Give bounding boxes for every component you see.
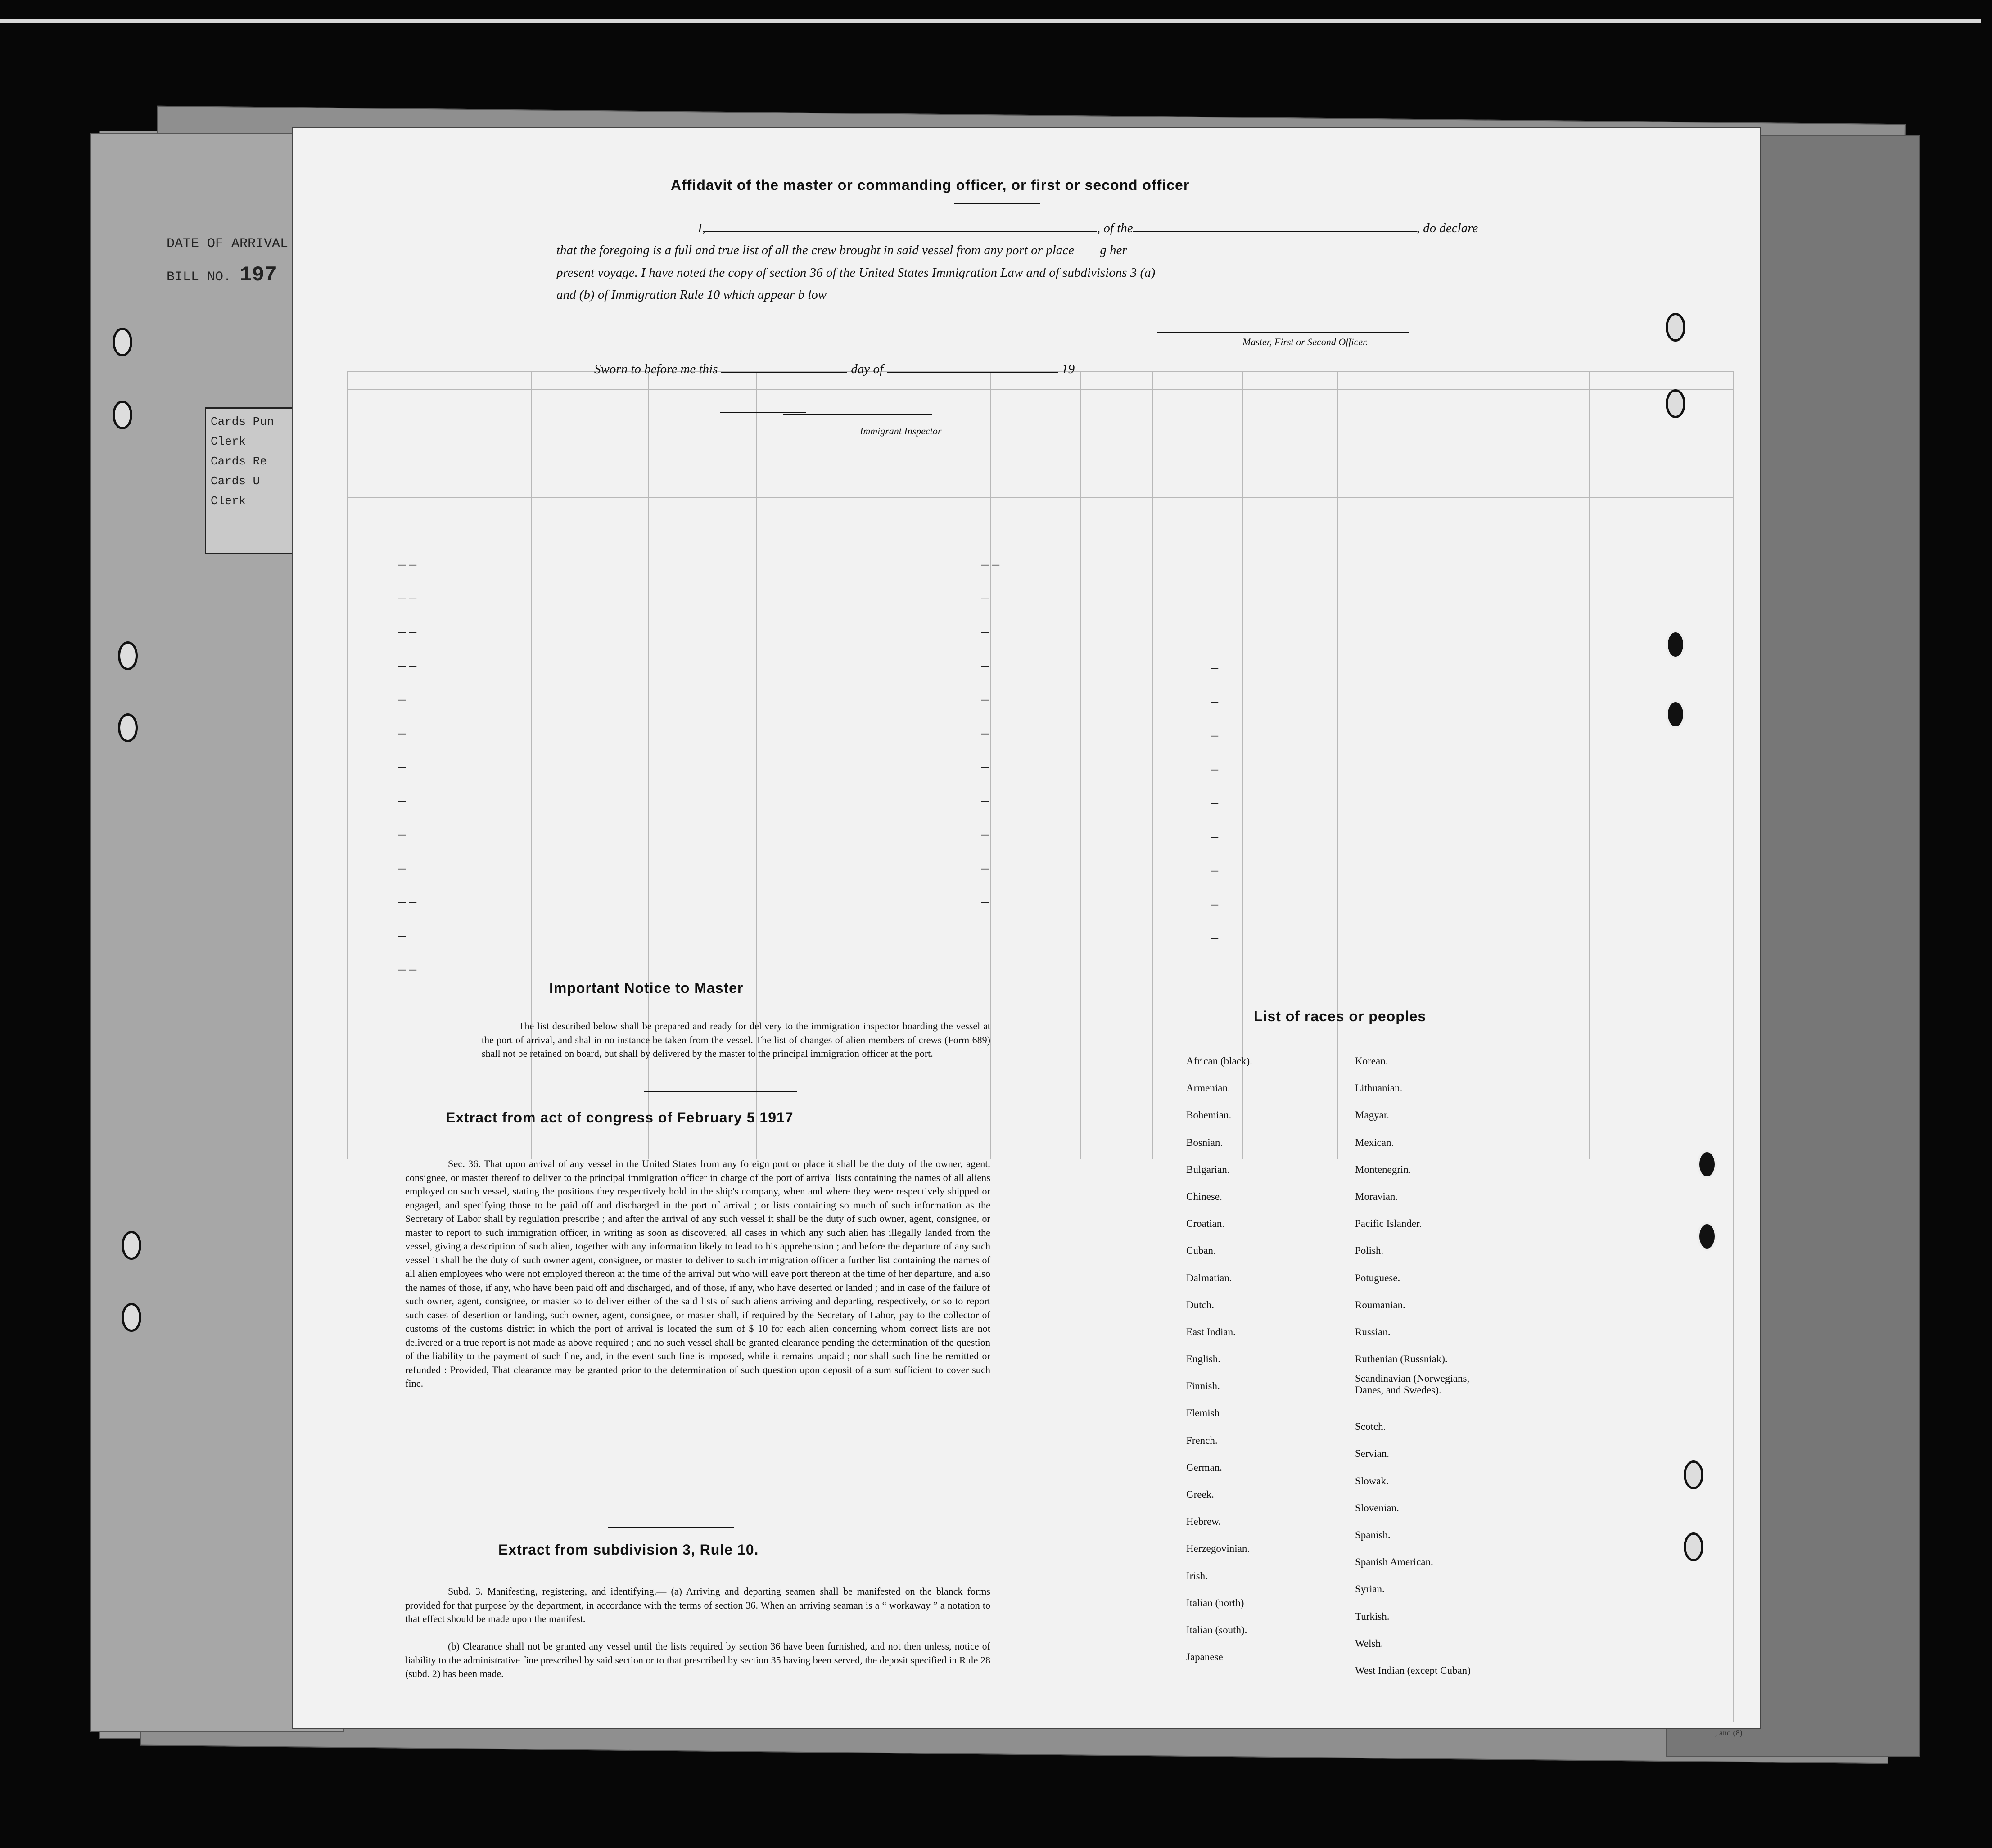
notice-body: The list described below shall be prepared and ready for delivery to the immigration inspector boarding the vessel at the port of arrival, and shal in no instance be taken from the vessel. The list of changes of alien members of crews (Form 689) shall not be retained on board, but shall by delivered by the master to the principal immigration officer at the port. (482, 1020, 990, 1059)
affidavit-line-2-end: g her (1100, 243, 1127, 257)
race-item: Dalmatian. (1186, 1272, 1232, 1284)
race-item: Lithuanian. (1355, 1082, 1403, 1094)
race-item: Potuguese. (1355, 1272, 1400, 1284)
race-item: Welsh. (1355, 1637, 1383, 1649)
cards-line: Cards Re (211, 455, 267, 468)
ditto-column: – – – – – – – – – – – – (981, 555, 999, 909)
race-item: Herzegovinian. (1186, 1543, 1250, 1555)
race-item: Roumanian. (1355, 1299, 1405, 1311)
signature-caption: Master, First or Second Officer. (1242, 336, 1368, 347)
affidavit-line-1 (599, 221, 1630, 236)
punch-hole (1666, 313, 1685, 342)
bleed-rule (1152, 371, 1153, 1159)
punch-hole (1666, 700, 1685, 729)
inspector-signature-line (783, 414, 932, 415)
affidavit-line-2 (556, 243, 1127, 258)
punch-hole (1697, 1222, 1717, 1251)
race-item: Chinese. (1186, 1190, 1222, 1202)
manifest-page (293, 128, 1760, 1737)
race-item: Slovenian. (1355, 1502, 1399, 1514)
race-item: West Indian (except Cuban) (1355, 1664, 1471, 1676)
race-item: Croatian. (1186, 1218, 1224, 1230)
bleed-rule (1589, 371, 1590, 1159)
affidavit-line-4: and (b) of Immigration Rule 10 which appear b low (556, 288, 827, 302)
race-item: Bosnian. (1186, 1136, 1223, 1148)
rule-extract-para-a: Subd. 3. Manifesting, registering, and identifying.— (a) Arriving and departing seamen shall be manifested on the blanck forms provided for that purpose by the department, in accordance with the terms of section 36. When an arriving seaman is a “ workaway ” a notation to that effect should be made upon the manifest. (405, 1586, 990, 1624)
affidavit-title: Affidavit of the master or commanding officer, or first or second officer (671, 177, 1190, 193)
punch-hole (1684, 1460, 1703, 1489)
race-item: Scandinavian (Norwegians, Danes, and Swedes). (1355, 1373, 1470, 1396)
inspector-caption: Immigrant Inspector (860, 425, 942, 437)
punch-hole (1697, 1150, 1717, 1179)
race-item: Korean. (1355, 1055, 1388, 1067)
race-item: Italian (north) (1186, 1597, 1244, 1609)
punch-hole (1666, 389, 1685, 418)
cards-stamp (205, 407, 298, 554)
race-item: Syrian. (1355, 1583, 1385, 1595)
race-item: English. (1186, 1353, 1221, 1365)
bleed-rule (347, 371, 348, 1159)
signature-line (1157, 332, 1409, 333)
race-item: German. (1186, 1461, 1222, 1473)
race-item: Armenian. (1186, 1082, 1230, 1094)
race-item: Moravian. (1355, 1190, 1398, 1202)
top-edge-line (0, 19, 1981, 23)
affidavit-line-2-text: that the foregoing is a full and true list of all the crew brought in said vessel from any port or place (556, 243, 1078, 257)
arrival-label: DATE OF ARRIVAL (167, 236, 289, 252)
punch-hole (113, 401, 132, 429)
declarant-name-blank (705, 221, 1097, 232)
punch-hole (1684, 1532, 1703, 1561)
race-item: Italian (south). (1186, 1624, 1247, 1636)
race-item: Ruthenian (Russniak). (1355, 1353, 1448, 1365)
cards-line: Cards Pun (211, 415, 274, 428)
race-item: Russian. (1355, 1326, 1391, 1338)
races-column-1 (1186, 1048, 1252, 1671)
bleed-rule (1733, 371, 1734, 1722)
vessel-prefix: , of the (1097, 221, 1133, 235)
race-item: Flemish (1186, 1407, 1220, 1419)
ditto-column: – – – – – – – – – – – – – – – – – – – (398, 555, 416, 977)
race-item: Greek. (1186, 1489, 1214, 1500)
ditto-column: – – – – – – – – – (1211, 659, 1218, 945)
punch-hole (122, 1231, 141, 1260)
race-item: Pacific Islander. (1355, 1218, 1422, 1230)
race-item: Mexican. (1355, 1136, 1394, 1148)
sworn-line (594, 361, 1075, 377)
race-item: Bohemian. (1186, 1109, 1232, 1121)
race-item: French. (1186, 1434, 1218, 1446)
act-rule (608, 1527, 734, 1528)
race-item: Polish. (1355, 1245, 1384, 1257)
bleed-rule (1337, 371, 1338, 1159)
punch-hole (113, 328, 132, 356)
race-item: Cuban. (1186, 1245, 1216, 1257)
bleed-rule (1080, 371, 1081, 1159)
cards-line: Clerk (211, 435, 246, 448)
race-item: Turkish. (1355, 1610, 1390, 1622)
sworn-day-of: day of (851, 362, 884, 376)
race-item: Japanese (1186, 1651, 1223, 1663)
race-item: Scotch. (1355, 1421, 1386, 1433)
punch-hole (122, 1303, 141, 1332)
sworn-month-blank (887, 361, 1058, 373)
race-item: Hebrew. (1186, 1516, 1221, 1528)
race-item: Dutch. (1186, 1299, 1214, 1311)
bottom-right-note: , and (8) (1715, 1728, 1743, 1737)
race-item: Montenegrin. (1355, 1163, 1411, 1175)
notice-title: Important Notice to Master (549, 980, 744, 996)
race-item: Spanish. (1355, 1529, 1391, 1541)
bleed-rule (1242, 371, 1243, 1159)
race-item: Magyar. (1355, 1109, 1390, 1121)
races-title: List of races or peoples (1254, 1008, 1427, 1024)
rule-extract-para-b: (b) Clearance shall not be granted any vessel until the lists required by section 36 have been furnished, and not then unless, notice of liability to the administrative fine prescribed by said section or to that prescribed by section 35 having been served, the deposit specified in Rule 28 (subd. 2) has been made. (405, 1641, 990, 1679)
sworn-year: 19 (1061, 362, 1075, 376)
act-extract-title: Extract from act of congress of February 5 1917 (446, 1109, 794, 1126)
vessel-name-blank (1133, 221, 1417, 232)
punch-hole (118, 713, 138, 742)
sworn-day-blank (721, 361, 847, 373)
race-item: Bulgarian. (1186, 1163, 1230, 1175)
act-extract-body: Sec. 36. That upon arrival of any vessel in the United States from any foreign port or place it shall be the duty of the owner, agent, consignee, or master thereof to deliver to the principal immigration officer in charge of the port of arrival lists containing the names of all aliens employed on such vessel, stating the positions they respectively hold in the ship's company, when and where they were respectively shipped or engaged, and specifying those to be paid off and discharged in the port of arrival ; or lists containing so much of such information as the Secretary of Labor shall by regulation prescribe ; and after the arrival of any such vessel it shall be the duty of such owner, agent, consignee, or master to report to such immigration officer, in writing as soon as discovered, all cases in which any such alien has illegally landed from the vessel, giving a description of such alien, together with any information likely to lead to his apprehension ; and before the departure of any such vessel it shall be the duty of such owner agent, consignee, or master to deliver to such immigration officer a further list containing the names of all alien employees who were not employed thereon at the time of the arrival but who will eave port thereon at the time of her departure, and also the names of those, if any, who have been paid off and discharged, and of those, if any, who have deserted or landed ; and in case of the failure of such owner, agent, consignee, or master so to deliver either of the said lists of such aliens arriving and departing, respectively, or so to report such cases of desertion or landing, such owner, agent, consignee, or master shall, if required by the Secretary of Labor, pay to the collector of customs of the customs district in which the port of arrival is located the sum of $ 10 for each alien concerning whom correct lists are not delivered or a true report is not made as above required ; and no such vessel shall be granted clearance pending the determination of the question of the liability to the payment of such fine, and, in the event such fine is imposed, while it remains unpaid ; nor shall such fine be remitted or refunded : Provided, That clearance may be granted prior to the determination of such question upon deposit of a sum sufficient to cover such fine. (405, 1158, 990, 1389)
race-item: Irish. (1186, 1570, 1208, 1582)
sworn-prefix: Sworn to before me this (594, 362, 718, 376)
cards-line: Clerk (211, 494, 246, 508)
race-item: Finnish. (1186, 1380, 1220, 1392)
bleed-rule (347, 497, 1733, 498)
cards-line: Cards U (211, 474, 260, 488)
declarant-prefix: I, (698, 221, 705, 235)
race-item: East Indian. (1186, 1326, 1236, 1338)
title-rule (954, 203, 1040, 204)
affidavit-line-3: present voyage. I have noted the copy of section 36 of the United States Immigration Law and of subdivisions 3 (a) (556, 266, 1156, 280)
race-item: Slowak. (1355, 1475, 1389, 1487)
race-item: Servian. (1355, 1448, 1390, 1460)
inspector-rule-short (720, 412, 806, 413)
punch-hole (118, 641, 138, 670)
races-column-2 (1355, 1048, 1499, 1684)
bill-label: BILL NO. (167, 270, 232, 285)
declare-text: , do declare (1416, 221, 1478, 235)
bleed-rule (347, 389, 1733, 390)
notice-rule (644, 1091, 797, 1092)
rule-extract-title: Extract from subdivision 3, Rule 10. (498, 1542, 759, 1558)
race-item: African (black). (1186, 1055, 1252, 1067)
race-item: Spanish American. (1355, 1556, 1433, 1568)
punch-hole (1666, 630, 1685, 659)
bill-number: 197 (239, 263, 277, 287)
